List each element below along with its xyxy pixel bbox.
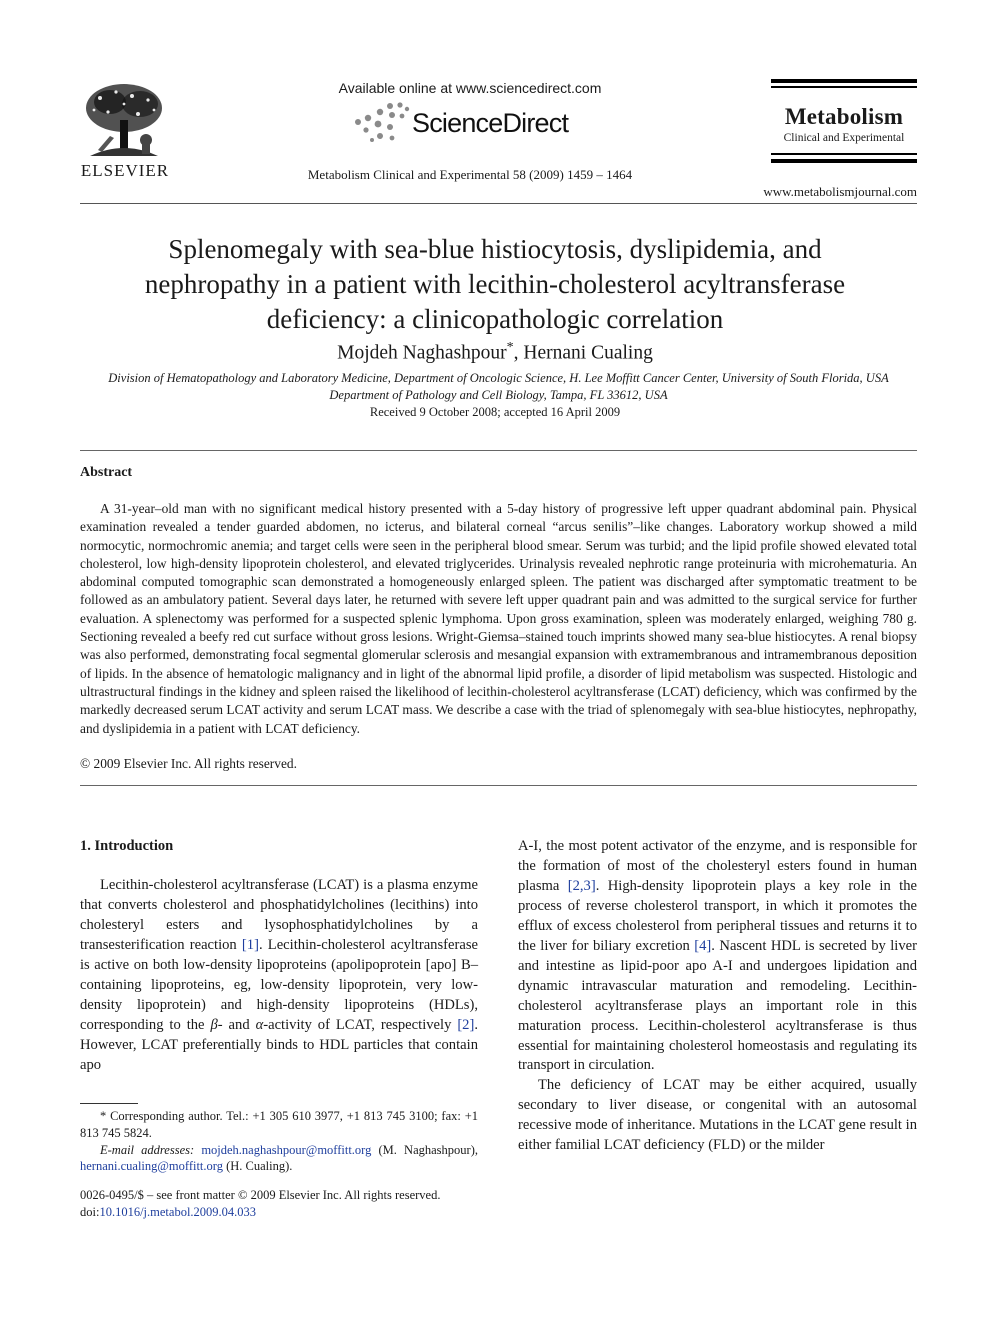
received-dates: Received 9 October 2008; accepted 16 April 2009 xyxy=(369,405,621,419)
publisher-logo-text: ELSEVIER xyxy=(80,161,170,180)
abstract-bottom-divider xyxy=(80,785,917,786)
header-divider xyxy=(80,203,917,204)
corresponding-author-mark[interactable]: * xyxy=(506,340,514,355)
body-text: . Lecithin-cholesterol acyltransferase is active on both low-density lipoproteins (apolipoprotein [apo] B–containing lipoproteins, eg, low-density lipoprotein, very low-density lipoprotein) and high-density lipoproteins (HDLs), corresponding to the xyxy=(80,936,478,1033)
journal-subtitle: Clinical and Experimental xyxy=(783,132,905,144)
email-link-naghashpour[interactable]: mojdeh.naghashpour@moffitt.org xyxy=(201,1142,372,1157)
email-link-cualing[interactable]: hernani.cualing@moffitt.org xyxy=(80,1159,223,1174)
intro-paragraph-2: The deficiency of LCAT may be either acquired, usually secondary to liver disease, or congenital with an autosomal recessive mode of inheritance. Mutations in the LCAT gene result in either familial LCAT deficiency (FLD) or the milder xyxy=(518,1077,917,1154)
journal-logo-rule xyxy=(771,153,917,155)
right-column xyxy=(518,837,917,1156)
reference-link-2[interactable]: [2] xyxy=(457,1016,475,1033)
sciencedirect-logo[interactable] xyxy=(350,100,590,144)
corresponding-author-footnote: * Corresponding author. Tel.: +1 305 610 3977, +1 813 745 3100; fax: +1 813 745 5824. xyxy=(80,1109,478,1140)
journal-name: Metabolism xyxy=(784,104,904,129)
journal-citation: Metabolism Clinical and Experimental 58 (2009) 1459 – 1464 xyxy=(307,167,633,182)
greek-beta: β xyxy=(210,1016,218,1033)
footnote-divider xyxy=(80,1103,138,1104)
doi-label: doi: xyxy=(80,1204,100,1219)
intro-paragraph-1 xyxy=(80,876,478,1076)
abstract-body: A 31-year–old man with no significant medical history presented with a 5-day history of progressive left upper quadrant abdominal pain. Physical examination revealed a tender guarded abdomen, no icterus, and bilateral corneal “arcus senilis”–like changes. Laboratory workup showed a mild normocytic, normochromic anemia; and target cells were seen in the peripheral blood smear. Serum was turbid; and the lipid profile showed elevated total cholesterol, low high-density lipoprotein cholesterol, and elevated triglycerides. Urinalysis revealed nephrotic range proteinuria with microhematuria. An abdominal computed tomographic scan demonstrated a homogeneously enlarged spleen. The patient was discharged after symptomatic treatment to be followed as an ambulatory patient. Several days later, he returned with severe left upper quadrant pain and was admitted to the surgical service for further evaluation. A splenectomy was performed for a suspected splenic lymphoma. Upon gross examination, spleen was moderately enlarged, weighing 780 g. Sectioning revealed a beefy red cut surface without gross lesions. Wright-Giemsa–stained touch imprints showed many sea-blue histiocytes. A renal biopsy was also performed, demonstrating focal segmental glomerular sclerosis and mesangial expansion with extramembranous and intramembranous deposition of lipids. In the absence of hematologic malignancy and in light of the abnormal lipid profile, a disorder of lipid metabolism was suspected. Histologic and ultrastructural findings in the kidney and spleen raised the likelihood of lecithin-cholesterol acyltransferase (LCAT) deficiency, which was confirmed by the markedly decreased serum LCAT activity and serum LCAT mass. We describe a case with the triad of splenomegaly with sea-blue histiocytes, nephropathy, and dyslipidemia in a patient with LCAT deficiency. xyxy=(80,501,917,736)
journal-logo-rule xyxy=(771,79,917,83)
author-name: Hernani Cualing xyxy=(523,342,653,364)
front-matter-info xyxy=(80,1187,478,1221)
email-owner: (M. Naghashpour), xyxy=(371,1142,478,1157)
doi-link[interactable]: 10.1016/j.metabol.2009.04.033 xyxy=(99,1204,257,1219)
abstract-heading: Abstract xyxy=(80,465,133,480)
journal-url-link[interactable]: www.metabolismjournal.com xyxy=(763,184,917,199)
elsevier-tree-icon xyxy=(80,80,168,160)
greek-alpha: α xyxy=(255,1016,264,1033)
front-matter-line: 0026-0495/$ – see front matter © 2009 Elsevier Inc. All rights reserved. xyxy=(80,1188,441,1202)
body-text: . However, LCAT preferentially binds to HDL particles that contain apo xyxy=(80,1016,478,1073)
body-text: - and xyxy=(217,1016,256,1033)
footnotes xyxy=(80,1108,478,1175)
author-separator: , xyxy=(513,342,524,364)
article-title: Splenomegaly with sea-blue histiocytosis, dyslipidemia, and nephropathy in a patient with lecithin-cholesterol acyltransferase deficiency: a clinicopathologic correlation xyxy=(144,234,846,334)
reference-link-1[interactable]: [1] xyxy=(241,936,259,953)
body-text: . High-density lipoprotein plays a key role in the process of reverse cholesterol transport, in which it promotes the efflux of excess cholesterol from peripheral tissues and returns it to the liver for biliary excretion xyxy=(518,877,917,954)
email-owner: (H. Cualing). xyxy=(222,1159,293,1174)
abstract-top-divider xyxy=(80,450,917,451)
author-list xyxy=(120,340,870,365)
journal-logo-rule xyxy=(771,159,917,163)
email-label: E-mail addresses: xyxy=(100,1142,195,1157)
sciencedirect-dots-icon xyxy=(350,100,412,144)
reference-link-4[interactable]: [4] xyxy=(694,937,712,954)
body-text: A-I, the most potent activator of the enzyme, and is responsible for the formation of most of the cholesteryl esters found in human plasma xyxy=(518,838,917,894)
body-text: . Nascent HDL is secreted by liver and intestine as lipid-poor apo A-I and undergoes lipidation and dynamic intravascular maturation and remodeling. Lecithin-cholesterol acyltransferase plays an important role in this maturation process. Lecithin-cholesterol acyltransferase is thus essential for maintaining cholesterol homeostasis and regulating its transport in circulation. xyxy=(518,937,918,1074)
doi-line xyxy=(80,1204,478,1221)
elsevier-logo xyxy=(80,80,172,180)
intro-paragraph-1-continued xyxy=(518,837,917,1076)
author-name: Mojdeh Naghashpour xyxy=(337,342,507,364)
sciencedirect-logo-text: ScienceDirect xyxy=(412,108,569,138)
section-heading-introduction: 1. Introduction xyxy=(80,838,174,854)
reference-link-2-3[interactable]: [2,3] xyxy=(567,877,596,894)
body-text: Lecithin-cholesterol acyltransferase (LCAT) is a plasma enzyme that converts cholesterol and phosphatidylcholines (lecithins) into cholesteryl esters and lysophosphatidylcholines by a transesterification reaction xyxy=(80,877,478,953)
email-footnote xyxy=(80,1142,478,1176)
body-text: -activity of LCAT, respectively xyxy=(263,1016,458,1033)
author-affiliation: Division of Hematopathology and Laboratory Medicine, Department of Oncologic Science, H. Lee Moffitt Cancer Center, University of South Florida, USA Department of Pathology and Cell Biology, Tampa, FL 33612, USA xyxy=(108,371,889,402)
journal-logo-rule xyxy=(771,86,917,88)
available-online-text: Available online at www.sciencedirect.com xyxy=(338,80,602,96)
copyright-notice: © 2009 Elsevier Inc. All rights reserved. xyxy=(80,756,297,771)
